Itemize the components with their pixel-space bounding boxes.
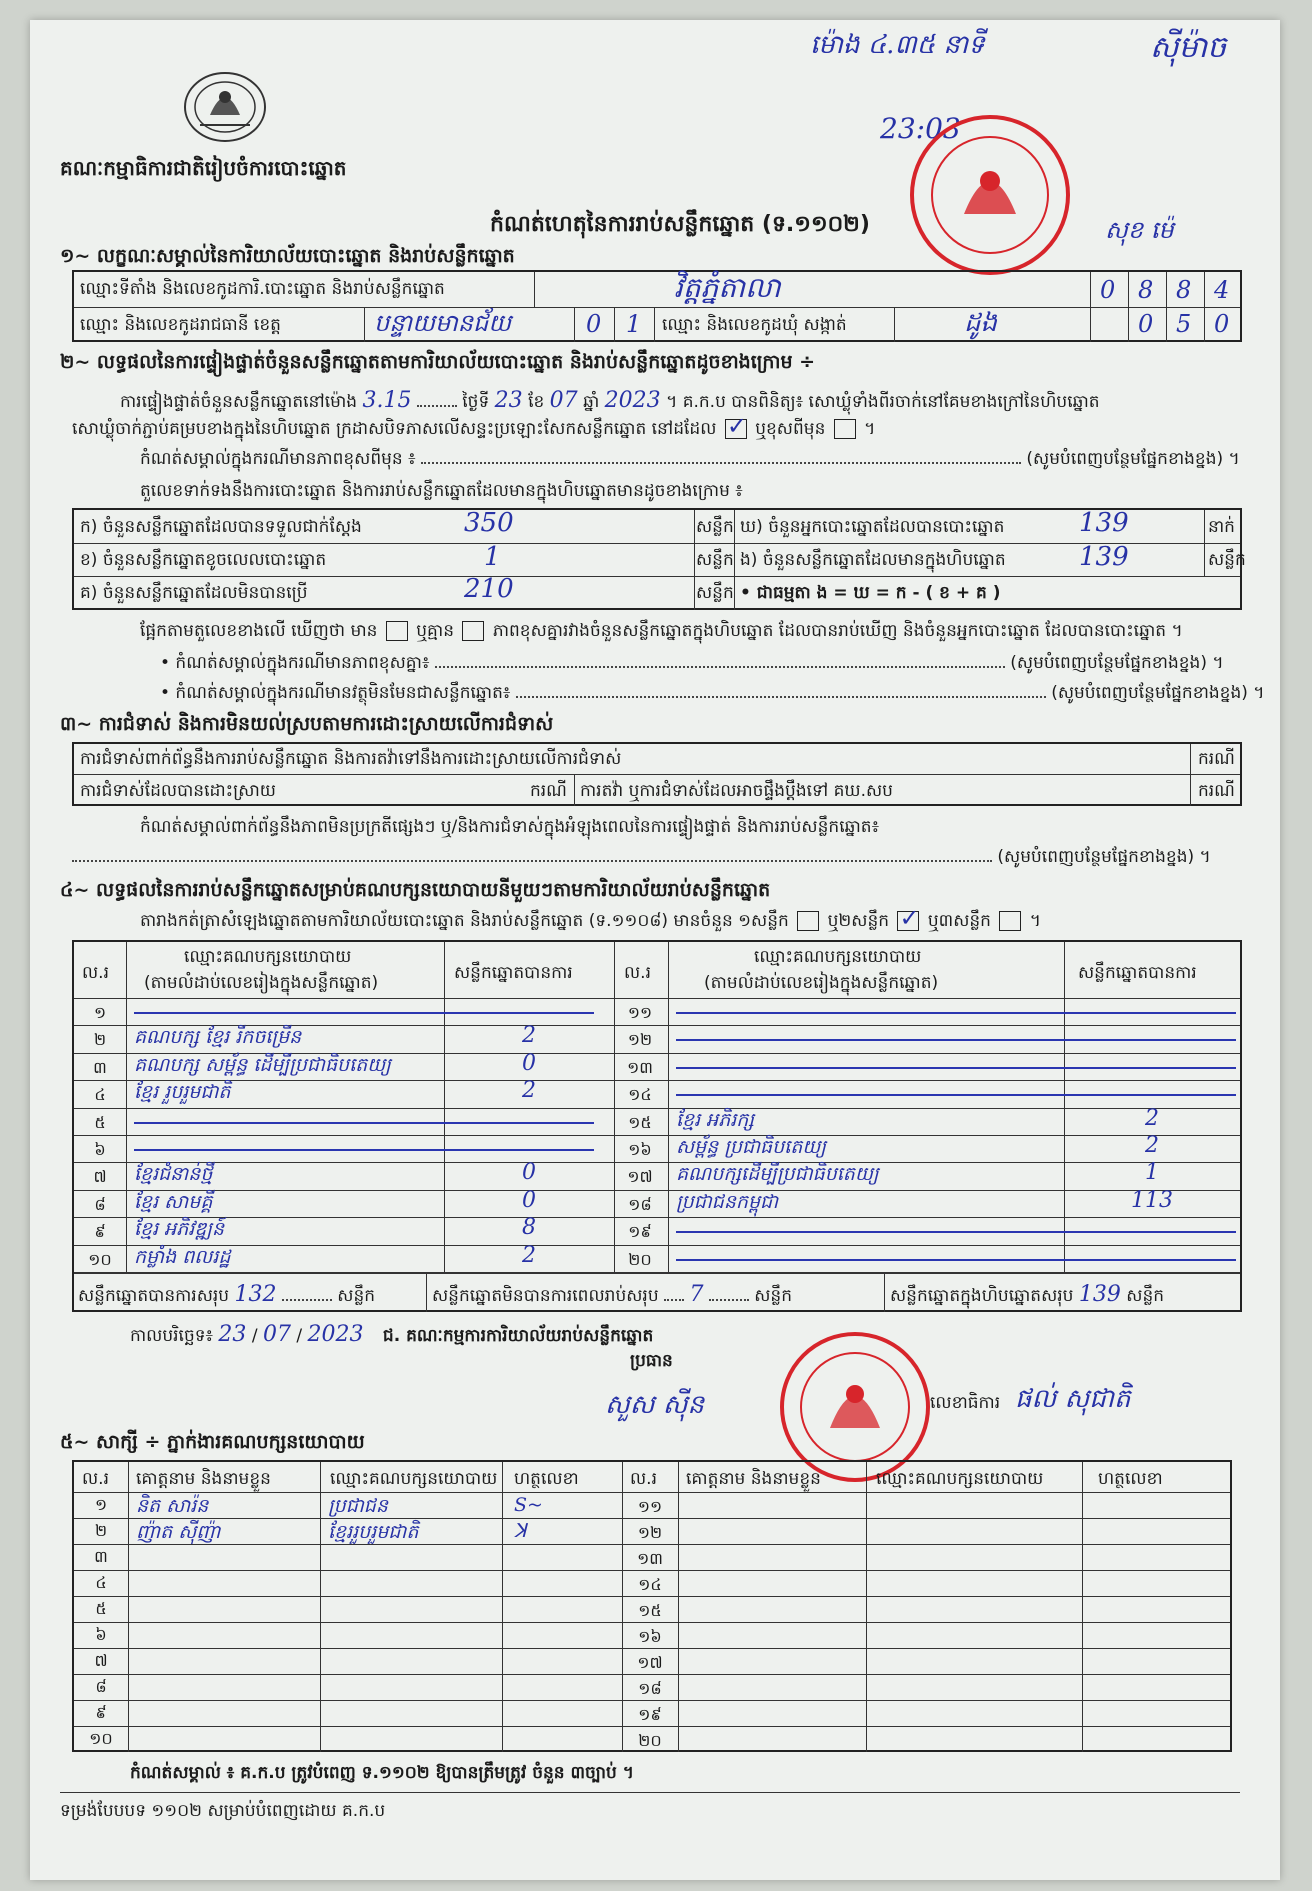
official-stamp-icon bbox=[910, 115, 1070, 275]
total-valid-unit: សន្លឹក bbox=[337, 1286, 376, 1306]
objection-case-3: ករណី bbox=[1198, 781, 1235, 801]
col-party-left: ឈ្មោះគណបក្សនយោបាយ bbox=[184, 947, 352, 967]
w-col-no-left: ល.រ bbox=[82, 1469, 109, 1489]
witness-name: និត សារ៉ន bbox=[136, 1495, 209, 1517]
note-object-suffix: (សូមបំពេញបន្ថែមផ្នែកខាងខ្នង) ។ bbox=[1051, 683, 1265, 703]
result-row-number: ១៦ bbox=[628, 1140, 652, 1159]
result-row-number: ៥ bbox=[94, 1112, 106, 1132]
tally-2-checkbox[interactable] bbox=[897, 911, 919, 931]
witness-party: ប្រជាជន bbox=[328, 1495, 388, 1517]
results-table bbox=[72, 940, 1242, 1312]
witness-row-number: ១៧ bbox=[637, 1653, 663, 1672]
gho-unit: នាក់ bbox=[1208, 517, 1235, 537]
result-votes: 0 bbox=[522, 1160, 536, 1186]
date-label: កាលបរិច្ឆេទ៖ bbox=[130, 1326, 214, 1346]
total-invalid-label: សន្លឹកឆ្នោតមិនបានការពេលរាប់សរុប bbox=[432, 1286, 659, 1306]
strike-line bbox=[134, 1122, 594, 1124]
ngo-label: ង) ចំនួនសន្លឹកឆ្នោតដែលមានក្នុងហិបឆ្នោត bbox=[740, 550, 1006, 570]
result-row-number: ៨ bbox=[94, 1194, 106, 1214]
diff-label-a: ផ្អែកតាមតួលេខខាងលើ ឃើញថា មាន bbox=[140, 621, 378, 641]
note-changed-label: កំណត់សម្គាល់ក្នុងករណីមានភាពខុសពីមុន ៖ bbox=[140, 449, 416, 469]
verify-time-value: 3.15 bbox=[362, 388, 412, 413]
strike-line bbox=[676, 1012, 1236, 1014]
result-row-number: ១៧ bbox=[627, 1167, 653, 1187]
result-votes: 113 bbox=[1131, 1187, 1173, 1213]
w-col-no-right: ល.រ bbox=[630, 1469, 657, 1489]
tally-3-label: ឬ៣សន្លឹក bbox=[927, 911, 991, 931]
witness-row-number: ១៣ bbox=[637, 1549, 663, 1568]
result-votes: 2 bbox=[1145, 1105, 1159, 1131]
witness-name: ញ៉ាត ស៊ីញ៉ា bbox=[136, 1521, 221, 1543]
result-row-number: ៣ bbox=[93, 1057, 107, 1077]
col-votes-left: សន្លឹកឆ្នោតបានការ bbox=[454, 963, 573, 983]
tally-2-label: ឬ២សន្លឹក bbox=[827, 911, 890, 931]
figures-intro: តួលេខទាក់ទងនឹងការបោះឆ្នោត និងការរាប់សន្លឹកឆ្នោតដែលមានក្នុងហិបឆ្នោតមានដូចខាងក្រោម ៖ bbox=[140, 481, 743, 501]
strike-line bbox=[676, 1259, 1236, 1261]
w-col-sign-left: ហត្ថលេខា bbox=[514, 1469, 579, 1489]
w-col-name-left: គោត្តនាម និងនាមខ្លួន bbox=[136, 1469, 271, 1489]
province-code-2: 1 bbox=[626, 310, 642, 338]
figures-table bbox=[72, 508, 1246, 610]
witness-row-number: ១៦ bbox=[638, 1627, 662, 1646]
result-row-number: ២០ bbox=[628, 1249, 652, 1269]
witness-party: ខ្មែររួបរួមជាតិ bbox=[328, 1521, 419, 1543]
witness-row-number: ១១ bbox=[637, 1497, 663, 1516]
ngo-unit: សន្លឹក bbox=[1208, 550, 1246, 570]
top-right-note: ម៉ោង ៤.៣៥ នាទី bbox=[810, 30, 985, 60]
footer-form-ref: ទម្រង់បែបបទ ១១០២ សម្រាប់បំពេញដោយ គ.ក.ប bbox=[60, 1801, 386, 1821]
kha-label: ខ) ចំនួនសន្លឹកឆ្នោតខូចលេលបោះឆ្នោត bbox=[80, 550, 327, 570]
total-valid-label: សន្លឹកឆ្នោតបានការសរុប bbox=[78, 1286, 230, 1306]
verify-line2-text: សោឃ្លុំចាក់ភ្ជាប់គម្របខាងក្នុងនៃហិបឆ្នោត ក្រដាសបិទភាសលើសន្ទះប្រឡោះសែកសន្លឹកឆ្នោត នៅដដែល bbox=[72, 419, 717, 439]
secretary-signature: ផល់ សុជាតិ bbox=[1015, 1384, 1131, 1414]
witness-row-number: ៦ bbox=[95, 1625, 107, 1644]
col-party-right: ឈ្មោះគណបក្សនយោបាយ bbox=[754, 947, 922, 967]
ko-unit: សន្លឹក bbox=[696, 583, 734, 603]
site-code-4: 4 bbox=[1214, 276, 1230, 304]
verify-month-value: 07 bbox=[549, 388, 578, 413]
objection-note: កំណត់សម្គាល់ពាក់ព័ន្ធនឹងភាពមិនប្រក្រតីផ្សេងៗ ឬ/និងការជំទាស់ក្នុងអំឡុងពេលនៃការផ្ទៀងផ្ទាត់ និងការរាប់សន្លឹកឆ្នោត៖ bbox=[140, 817, 880, 837]
verify-month-label: ខែ bbox=[528, 392, 545, 412]
result-row-number: ១ bbox=[93, 1003, 107, 1022]
ka-label: ក) ចំនួនសន្លឹកឆ្នោតដែលបានទទួលជាក់ស្តែង bbox=[80, 517, 362, 537]
result-row-number: ៧ bbox=[93, 1167, 107, 1187]
result-row-number: ១១ bbox=[627, 1003, 653, 1022]
result-party-name: សម្ព័ន្ធ ប្រជាធិបតេយ្យ bbox=[676, 1136, 827, 1158]
w-col-sign-right: ហត្ថលេខា bbox=[1098, 1469, 1163, 1489]
col-party-sub-right: (តាមលំដាប់លេខរៀងក្នុងសន្លឹកឆ្នោត) bbox=[704, 973, 939, 993]
section2-heading: ២~ លទ្ធផលនៃការផ្ទៀងផ្ទាត់ចំនួនសន្លឹកឆ្នោតតាមការិយាល័យបោះឆ្នោត និងរាប់សន្លឹកឆ្នោតដូចខាងក្រោម ÷ bbox=[60, 351, 816, 373]
diff-yes-checkbox[interactable] bbox=[386, 621, 408, 641]
ngo-value: 139 bbox=[1079, 542, 1129, 572]
verify-line-1 bbox=[120, 388, 1100, 416]
result-party-name: ខ្មែរ រួបរួមជាតិ bbox=[134, 1081, 231, 1104]
strike-line bbox=[134, 1149, 594, 1151]
stamp-note: សុខ ម៉េ bbox=[1105, 216, 1174, 244]
witness-row-number: ១០ bbox=[89, 1729, 113, 1748]
tally-line-text: តារាងកត់ត្រាសំឡេងឆ្នោតតាមការិយាល័យបោះឆ្នោត និងរាប់សន្លឹកឆ្នោត (ទ.១១០៨) មានចំនួន ១សន្លឹក bbox=[140, 911, 789, 931]
ka-value: 350 bbox=[464, 508, 514, 538]
witness-row-number: ១៥ bbox=[638, 1601, 662, 1620]
strike-line bbox=[676, 1231, 1236, 1233]
strike-line bbox=[676, 1039, 1236, 1041]
col-no-left: ល.រ bbox=[82, 963, 109, 983]
total-box-label: សន្លឹកឆ្នោតក្នុងហិបឆ្នោតសរុប bbox=[890, 1286, 1074, 1306]
result-row-number: ៩ bbox=[94, 1222, 106, 1242]
date-day: 23 bbox=[218, 1322, 247, 1347]
tally-3-checkbox[interactable] bbox=[999, 911, 1021, 931]
total-invalid-unit: សន្លឹក bbox=[754, 1286, 793, 1306]
note-diff-label: • កំណត់សម្គាល់ក្នុងករណីមានភាពខុសគ្នា៖ bbox=[160, 653, 430, 673]
witness-row-number: ៩ bbox=[95, 1703, 107, 1722]
verify-line-2: សោឃ្លុំចាក់ភ្ជាប់គម្របខាងក្នុងនៃហិបឆ្នោត ក្រដាសបិទភាសលើសន្ទះប្រឡោះសែកសន្លឹកឆ្នោត នៅដដែល ✓ ឬខុសពីមុន ។ bbox=[72, 418, 875, 443]
changed-checkbox[interactable] bbox=[834, 419, 856, 439]
objection-case-2: ករណី bbox=[530, 781, 567, 801]
formula: • ជាធម្មតា ង = ឃ = ក - ( ខ + គ ) bbox=[740, 583, 1001, 603]
objection-table bbox=[72, 742, 1242, 806]
diff-line bbox=[140, 620, 1183, 645]
site-code-2: 8 bbox=[1138, 276, 1154, 304]
site-code-3: 8 bbox=[1176, 276, 1192, 304]
kha-unit: សន្លឹក bbox=[696, 550, 734, 570]
witness-row-number: ៧ bbox=[94, 1651, 108, 1670]
stamp-time: 23:03 bbox=[880, 112, 961, 145]
province-label: ឈ្មោះ និងលេខកូដរាជធានី ខេត្ត bbox=[80, 315, 281, 335]
result-party-name: ខ្មែរជំនាន់ថ្មី bbox=[134, 1163, 213, 1186]
verify-year-value: 2023 bbox=[604, 388, 661, 413]
result-party-name: គណបក្សដើម្បីប្រជាធិបតេយ្យ bbox=[676, 1163, 879, 1186]
witness-row-number: ៥ bbox=[95, 1599, 107, 1618]
result-row-number: ១៥ bbox=[628, 1112, 652, 1132]
org-title: គណៈកម្មាធិការជាតិរៀបចំការបោះឆ្នោត bbox=[60, 156, 347, 180]
verify-line1-tail: ។ គ.ក.ប បានពិនិត្យ៖ សោឃ្លុំទាំងពីរចាក់នៅគែមខាងក្រៅនៃហិបឆ្នោត bbox=[666, 392, 1100, 412]
gho-label: ឃ) ចំនួនអ្នកបោះឆ្នោតដែលបានបោះឆ្នោត bbox=[740, 517, 1005, 537]
result-row-number: ៤ bbox=[94, 1085, 106, 1105]
form-paper bbox=[30, 20, 1280, 1880]
witness-row-number: ១៨ bbox=[638, 1679, 662, 1698]
chair-label: ប្រធាន bbox=[630, 1351, 673, 1371]
result-party-name: គណបក្ស សម្ព័ន្ធ ដើម្បីប្រជាធិបតេយ្យ bbox=[134, 1053, 391, 1076]
strike-line bbox=[676, 1094, 1236, 1096]
result-row-number: ១៨ bbox=[628, 1194, 652, 1214]
objection-appeal: ការតវ៉ា ឬការជំទាស់ដែលអាចផ្ទឹងប្តឹងទៅ គឃ.សប bbox=[580, 781, 893, 801]
total-invalid bbox=[432, 1282, 792, 1310]
total-valid bbox=[78, 1282, 375, 1310]
witness-row-number: ១៩ bbox=[638, 1705, 662, 1724]
objection-resolved: ការជំទាស់ដែលបានដោះស្រាយ bbox=[80, 781, 276, 801]
result-votes: 2 bbox=[522, 1078, 536, 1104]
result-votes: 8 bbox=[522, 1215, 536, 1241]
col-party-sub-left: (តាមលំដាប់លេខរៀងក្នុងសន្លឹកឆ្នោត) bbox=[144, 973, 379, 993]
witness-row-number: ១៤ bbox=[638, 1575, 662, 1594]
result-party-name: ខ្មែរ សាមគ្គី bbox=[134, 1190, 213, 1213]
witness-signature: S~ bbox=[514, 1494, 543, 1516]
section1-heading: ១~ លក្ខណៈសម្គាល់នៃការិយាល័យបោះឆ្នោត និងរាប់សន្លឹកឆ្នោត bbox=[60, 245, 515, 267]
total-invalid-value: 7 bbox=[689, 1282, 704, 1307]
province-value: បន្ទាយមានជ័យ bbox=[374, 309, 512, 337]
site-label: ឈ្មោះទីតាំង និងលេខកូដការិ.បោះឆ្នោត និងរាប់សន្លឹកឆ្នោត bbox=[80, 279, 445, 299]
site-code-1: 0 bbox=[1100, 276, 1116, 304]
witness-row-number: ១២ bbox=[637, 1523, 663, 1542]
form-title: កំណត់ហេតុនៃការរាប់សន្លឹកឆ្នោត (ទ.១១០២) bbox=[490, 212, 870, 237]
verify-year-label: ឆ្នាំ bbox=[583, 392, 600, 412]
objection-note-suffix: (សូមបំពេញបន្ថែមផ្នែកខាងខ្នង) ។ bbox=[997, 847, 1211, 867]
committee-title: ជ. គណៈកម្មការការិយាល័យរាប់សន្លឹកឆ្នោត bbox=[382, 1326, 654, 1346]
objection-case-1: ករណី bbox=[1198, 749, 1235, 769]
result-row-number: ៦ bbox=[94, 1140, 106, 1159]
same-checkbox[interactable] bbox=[725, 419, 747, 439]
diff-no-checkbox[interactable] bbox=[462, 621, 484, 641]
result-party-name: ខ្មែរ អភិរក្ស bbox=[676, 1108, 755, 1131]
witness-row-number: ៤ bbox=[95, 1573, 107, 1592]
result-party-name: គណបក្ស ខ្មែរ រីកចម្រើន bbox=[134, 1026, 302, 1049]
result-votes: 0 bbox=[522, 1187, 536, 1213]
result-party-name: កម្លាំង ពលរដ្ឋ bbox=[134, 1245, 231, 1268]
result-votes: 2 bbox=[1145, 1133, 1159, 1158]
tally-line: តារាងកត់ត្រាសំឡេងឆ្នោតតាមការិយាល័យបោះឆ្នោត និងរាប់សន្លឹកឆ្នោត (ទ.១១០៨) មានចំនួន ១សន្លឹក ឬ២សន្លឹក ✓ ឬ៣សន្លឹក ។ bbox=[140, 910, 1041, 935]
witness-row-number: ៨ bbox=[95, 1677, 107, 1696]
chair-signature: សួស ស៊ីន bbox=[605, 1390, 705, 1420]
result-row-number: ១៤ bbox=[628, 1085, 652, 1105]
result-row-number: ១៣ bbox=[627, 1057, 653, 1077]
result-row-number: ២ bbox=[93, 1030, 107, 1050]
diff-label-b: ឬគ្មាន bbox=[416, 621, 455, 641]
date-line: កាលបរិច្ឆេទ៖ 23 / 07 / 2023 ជ. គណៈកម្មការការិយាល័យរាប់សន្លឹកឆ្នោត bbox=[130, 1322, 654, 1347]
witness-row-number: ៣ bbox=[94, 1547, 108, 1566]
tally-1-checkbox[interactable] bbox=[797, 911, 819, 931]
kha-value: 1 bbox=[484, 542, 501, 572]
col-no-right: ល.រ bbox=[624, 963, 651, 983]
verify-day-value: 23 bbox=[494, 388, 523, 413]
top-right-sign: ស៊ីម៉ាច bbox=[1150, 30, 1227, 65]
col-votes-right: សន្លឹកឆ្នោតបានការ bbox=[1078, 963, 1197, 983]
objection-row1: ការជំទាស់ពាក់ព័ន្ធនឹងការរាប់សន្លឹកឆ្នោត និងការតវ៉ាទៅនឹងការដោះស្រាយលើការជំទាស់ bbox=[80, 749, 622, 769]
nec-emblem-icon bbox=[180, 65, 270, 145]
result-votes: 1 bbox=[1145, 1160, 1159, 1186]
w-col-party-right: ឈ្មោះគណបក្សនយោបាយ bbox=[876, 1469, 1044, 1489]
ko-label: គ) ចំនួនសន្លឹកឆ្នោតដែលមិនបានប្រើ bbox=[80, 583, 308, 603]
result-row-number: ១៩ bbox=[628, 1222, 652, 1242]
result-votes: 0 bbox=[522, 1050, 536, 1076]
diff-label-c: ភាពខុសគ្នារវាងចំនួនសន្លឹកឆ្នោតក្នុងហិបឆ្នោត ដែលបានរាប់ឃើញ និងចំនួនអ្នកបោះឆ្នោត ដែលបានបោះឆ្នោត ។ bbox=[492, 621, 1183, 641]
result-votes: 2 bbox=[522, 1242, 536, 1268]
ko-value: 210 bbox=[464, 574, 514, 604]
note-changed bbox=[140, 448, 1250, 473]
note-changed-suffix: (សូមបំពេញបន្ថែមផ្នែកខាងខ្នង) ។ bbox=[1026, 449, 1240, 469]
note-diff-suffix: (សូមបំពេញបន្ថែមផ្នែកខាងខ្នង) ។ bbox=[1010, 653, 1224, 673]
total-box-unit: សន្លឹក bbox=[1126, 1286, 1165, 1306]
note-object bbox=[160, 682, 1265, 707]
commune-code-3: 0 bbox=[1214, 310, 1230, 338]
province-code-1: 0 bbox=[586, 310, 602, 338]
result-votes: 2 bbox=[522, 1023, 536, 1049]
w-col-name-right: គោត្តនាម និងនាមខ្លួន bbox=[686, 1469, 821, 1489]
total-box bbox=[890, 1282, 1164, 1310]
section3-heading: ៣~ ការជំទាស់ និងការមិនយល់ស្របតាមការដោះស្រាយលើការជំទាស់ bbox=[60, 713, 554, 735]
gho-value: 139 bbox=[1079, 508, 1129, 538]
verify-day-label: ថ្ងៃទី bbox=[462, 392, 490, 412]
witness-row-number: ២ bbox=[94, 1521, 108, 1540]
result-party-name: ខ្មែរ អភិវឌ្ឍន៍ bbox=[134, 1218, 225, 1241]
commune-label: ឈ្មោះ និងលេខកូដឃុំ សង្កាត់ bbox=[662, 315, 847, 335]
site-value: វិត្តភ្នំតាលា bbox=[674, 271, 781, 304]
section1-table bbox=[72, 270, 1242, 342]
strike-line bbox=[134, 1012, 594, 1014]
changed-label: ឬខុសពីមុន bbox=[755, 419, 826, 439]
commune-code-1: 0 bbox=[1138, 310, 1154, 338]
verify-time-label: ការផ្ទៀងផ្ទាត់ចំនួនសន្លឹកឆ្នោតនៅម៉ោង bbox=[120, 392, 358, 412]
objection-note-line bbox=[72, 846, 1252, 871]
commune-value: ដូង bbox=[964, 308, 998, 338]
section5-heading: ៥~ សាក្សី ÷ ភ្នាក់ងារគណបក្សនយោបាយ bbox=[60, 1431, 365, 1453]
result-row-number: ១០ bbox=[88, 1249, 112, 1269]
w-col-party-left: ឈ្មោះគណបក្សនយោបាយ bbox=[330, 1469, 498, 1489]
date-year: 2023 bbox=[307, 1322, 364, 1347]
footer-note: កំណត់សម្គាល់ ៖ គ.ក.ប ត្រូវបំពេញ ទ.១១០២ ឱ្យបានត្រឹមត្រូវ ចំនួន ៣ច្បាប់ ។ bbox=[130, 1763, 634, 1783]
strike-line bbox=[676, 1067, 1236, 1069]
total-valid-value: 132 bbox=[234, 1282, 277, 1307]
commune-code-2: 5 bbox=[1176, 310, 1192, 338]
date-month: 07 bbox=[262, 1322, 291, 1347]
witness-signature: ꓘ bbox=[514, 1520, 527, 1542]
section4-heading: ៤~ លទ្ធផលនៃការរាប់សន្លឹកឆ្នោតសម្រាប់គណបក្សនយោបាយនីមួយៗតាមការិយាល័យរាប់សន្លឹកឆ្នោត bbox=[60, 879, 771, 901]
note-diff bbox=[160, 652, 1250, 677]
witness-row-number: ២០ bbox=[638, 1731, 662, 1750]
witness-row-number: ១ bbox=[94, 1495, 108, 1514]
note-object-label: • កំណត់សម្គាល់ក្នុងករណីមានវត្ថុមិនមែនជាសន្លឹកឆ្នោត៖ bbox=[160, 683, 511, 703]
result-row-number: ១២ bbox=[627, 1030, 653, 1050]
total-box-value: 139 bbox=[1078, 1282, 1121, 1307]
ka-unit: សន្លឹក bbox=[696, 517, 734, 537]
secretary-label: លេខាធិការ bbox=[930, 1393, 1001, 1413]
witness-table bbox=[72, 1460, 1232, 1752]
result-party-name: ប្រជាជនកម្ពុជា bbox=[676, 1190, 779, 1213]
